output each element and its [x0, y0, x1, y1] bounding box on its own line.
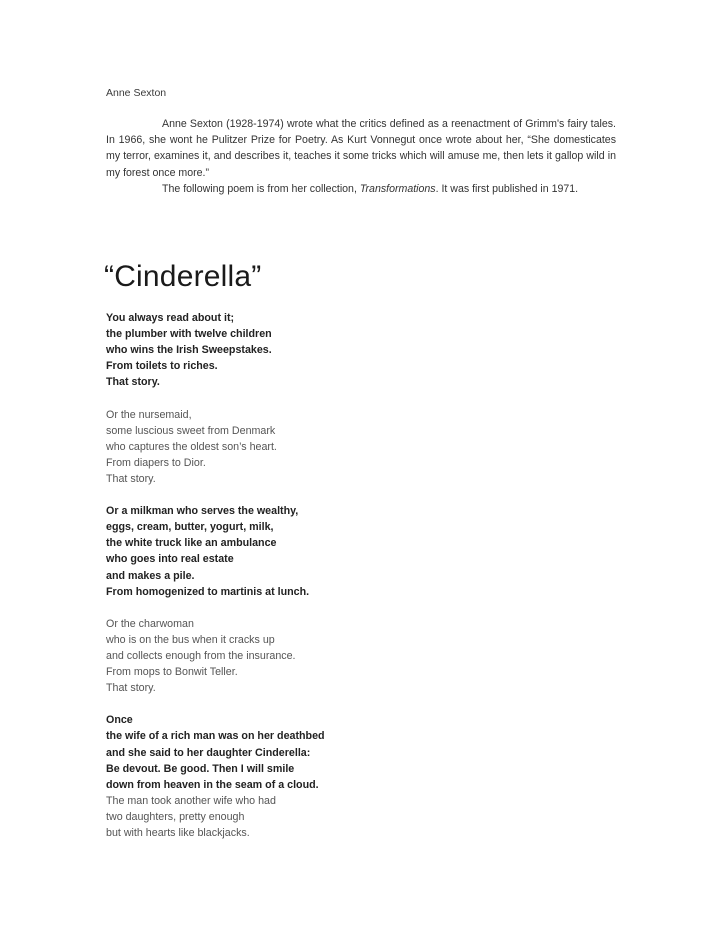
poem-line: some luscious sweet from Denmark [106, 424, 276, 437]
poem-line: Or the charwoman [106, 617, 194, 630]
poem-line: and collects enough from the insurance. [106, 649, 296, 662]
stanza-4 [106, 616, 325, 696]
poem-line: the plumber with twelve children [106, 328, 272, 341]
poem-line: From toilets to riches. [106, 360, 218, 373]
poem-line: The man took another wife who had [106, 794, 276, 807]
poem-line: but with hearts like blackjacks. [106, 827, 250, 839]
poem-line: down from heaven in the seam of a cloud. [106, 778, 319, 791]
poem-line: who wins the Irish Sweepstakes. [106, 344, 272, 357]
poem-line: Or a milkman who serves the wealthy, [106, 505, 299, 518]
poem-title: “Cinderella” [104, 260, 262, 293]
poem-body [106, 310, 325, 857]
poem-line: and she said to her daughter Cinderella: [106, 746, 311, 759]
poem-line: That story. [106, 682, 156, 695]
poem-line: two daughters, pretty enough [106, 810, 245, 823]
poem-line: and makes a pile. [106, 569, 195, 582]
poem-line: Be devout. Be good. Then I will smile [106, 762, 295, 775]
stanza-1 [106, 310, 325, 390]
intro-section [106, 116, 616, 197]
poem-line: That story. [106, 376, 160, 389]
poem-line: Or the nursemaid, [106, 408, 192, 421]
poem-line: the wife of a rich man was on her deathbed [106, 730, 325, 743]
poem-line: From homogenized to martinis at lunch. [106, 585, 310, 598]
poem-line: the white truck like an ambulance [106, 537, 277, 550]
stanza-2 [106, 407, 325, 487]
poem-line: who captures the oldest son’s heart. [106, 440, 277, 453]
poem-line: who is on the bus when it cracks up [106, 633, 275, 646]
poem-line: who goes into real estate [106, 553, 234, 566]
poem-line: From mops to Bonwit Teller. [106, 666, 238, 679]
poem-line: You always read about it; [106, 312, 235, 324]
poem-line: Once [106, 714, 133, 727]
intro-paragraph-1: Anne Sexton (1928-1974) wrote what the critics defined as a reenactment of Grimm's fairy tales. In 1966, she wont he Pulitzer Prize for Poetry. As Kurt Vonnegut once wrote about her, “She domesticates my terror, examines it, and describes it, teaches it some tricks which will amuse me, then lets it gallop wild in my forest once more.” [106, 118, 616, 179]
intro-paragraph-2-text-after: . It was first published in 1971. [435, 182, 579, 195]
intro-paragraph-2 [106, 181, 616, 197]
author-label: Anne Sexton [106, 87, 167, 99]
poem-line: eggs, cream, butter, yogurt, milk, [106, 521, 274, 534]
poem-line: From diapers to Dior. [106, 456, 206, 469]
collection-title: Transformations [359, 182, 436, 195]
stanza-5 [106, 712, 325, 841]
poem-line: That story. [106, 472, 156, 485]
stanza-3 [106, 503, 325, 600]
intro-paragraph-2-text-before: The following poem is from her collection, [162, 182, 360, 195]
